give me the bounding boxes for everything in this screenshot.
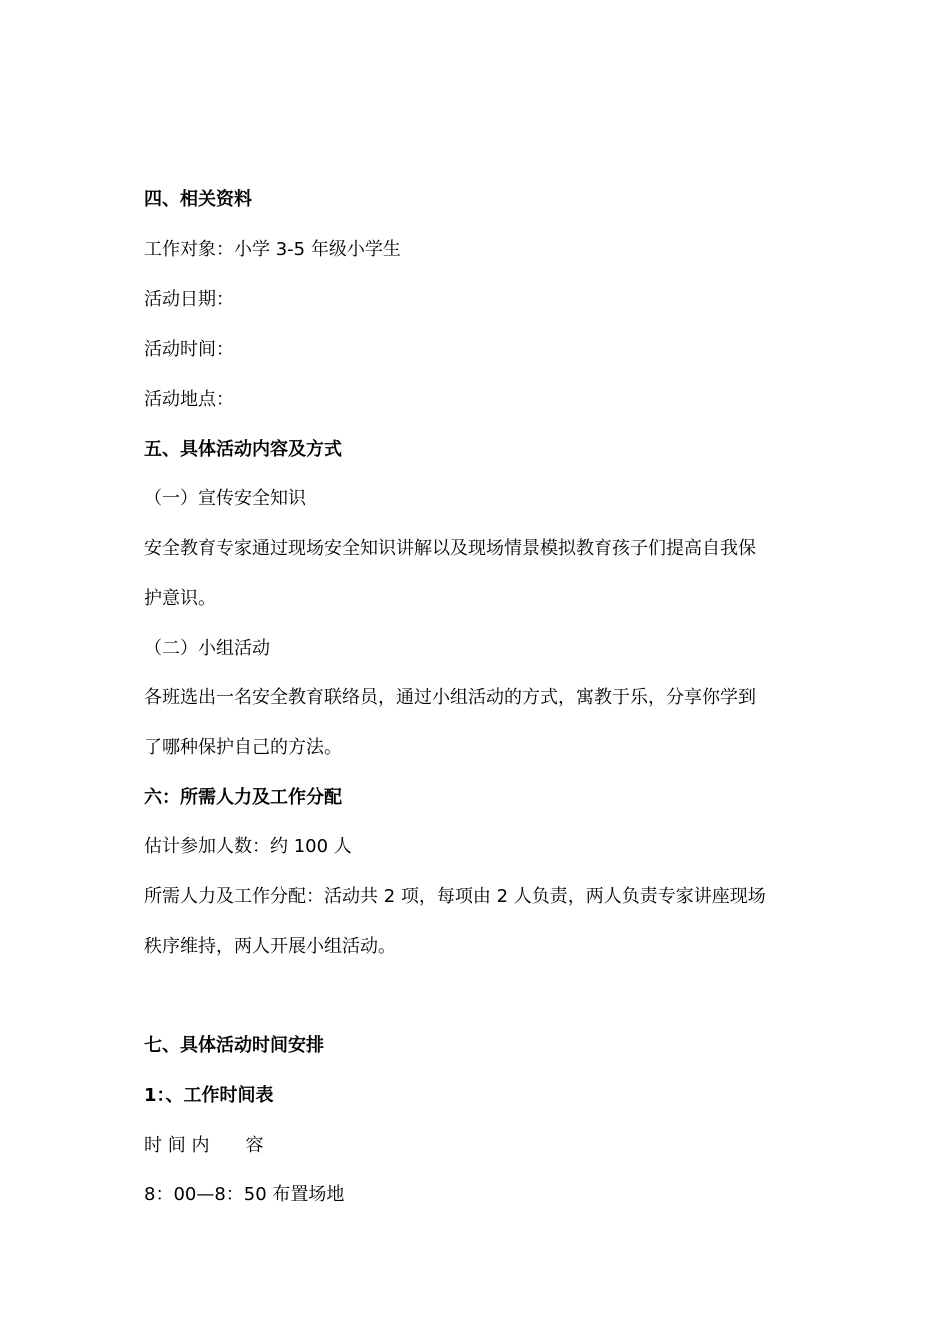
- activity-time-line: 活动时间：: [144, 339, 234, 360]
- participant-count-line: 估计参加人数：约 100 人: [144, 836, 352, 857]
- schedule-heading: 1：、工作时间表: [144, 1085, 274, 1106]
- subsection-2-heading: （二）小组活动: [144, 638, 270, 659]
- paragraph-group-line-1: 各班选出一名安全教育联络员，通过小组活动的方式，寓教于乐，分享你学到: [144, 687, 756, 708]
- activity-date-line: 活动日期：: [144, 289, 234, 310]
- paragraph-safety-line-2: 护意识。: [144, 588, 216, 609]
- work-target-line: 工作对象：小学 3-5 年级小学生: [144, 239, 401, 260]
- activity-location-line: 活动地点：: [144, 389, 234, 410]
- section-heading-6: 六：所需人力及工作分配: [144, 787, 342, 808]
- section-heading-7: 七、具体活动时间安排: [144, 1035, 324, 1056]
- paragraph-group-line-2: 了哪种保护自己的方法。: [144, 737, 342, 758]
- section-heading-4: 四、相关资料: [144, 189, 252, 210]
- paragraph-safety-line-1: 安全教育专家通过现场安全知识讲解以及现场情景模拟教育孩子们提高自我保: [144, 538, 756, 559]
- staffing-line-1: 所需人力及工作分配：活动共 2 项，每项由 2 人负责，两人负责专家讲座现场: [144, 886, 766, 907]
- subsection-1-heading: （一）宣传安全知识: [144, 488, 306, 509]
- staffing-line-2: 秩序维持，两人开展小组活动。: [144, 936, 396, 957]
- schedule-row-1: 8：00—8：50 布置场地: [144, 1184, 345, 1205]
- schedule-header-row: 时 间 内 容: [144, 1135, 264, 1156]
- section-heading-5: 五、具体活动内容及方式: [144, 439, 342, 460]
